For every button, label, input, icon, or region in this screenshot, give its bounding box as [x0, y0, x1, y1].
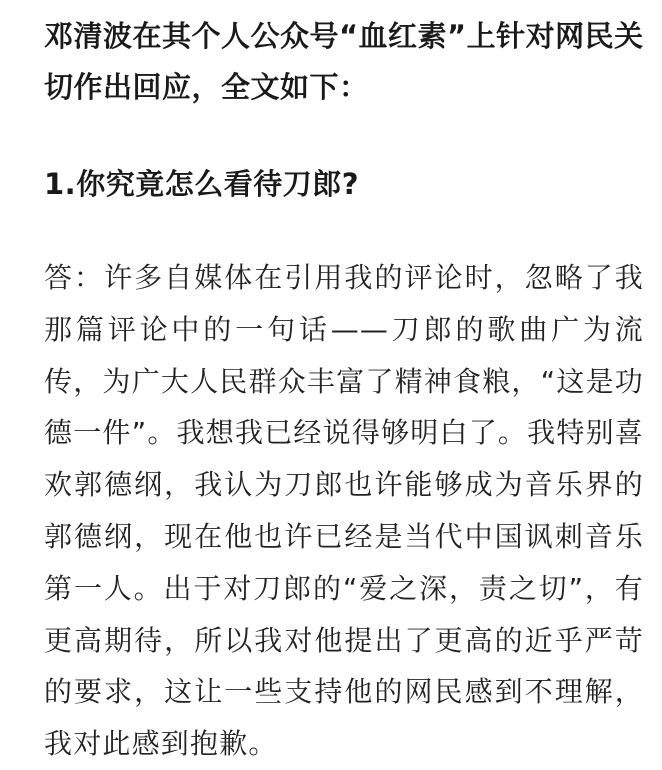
answer-paragraph: 答：许多自媒体在引用我的评论时，忽略了我那篇评论中的一句话——刀郎的歌曲广为流传，为广大人民群众丰富了精神食粮，“这是功德一件”。我想我已经说得够明白了。我特别喜欢郭德纲，我认为刀郎也许能够成为音乐界的郭德纲，现在他也许已经是当代中国讽刺音乐第一人。出于对刀郎的“爱之深，责之切”，有更高期待，所以我对他提出了更高的近乎严苛的要求，这让一些支持他的网民感到不理解，我对此感到抱歉。 — [44, 261, 644, 761]
article-intro: 邓清波在其个人公众号“血红素”上针对网民关切作出回应，全文如下： — [44, 19, 644, 104]
question-heading: 1.你究竟怎么看待刀郎? — [44, 167, 360, 201]
article-body — [44, 0, 654, 761]
